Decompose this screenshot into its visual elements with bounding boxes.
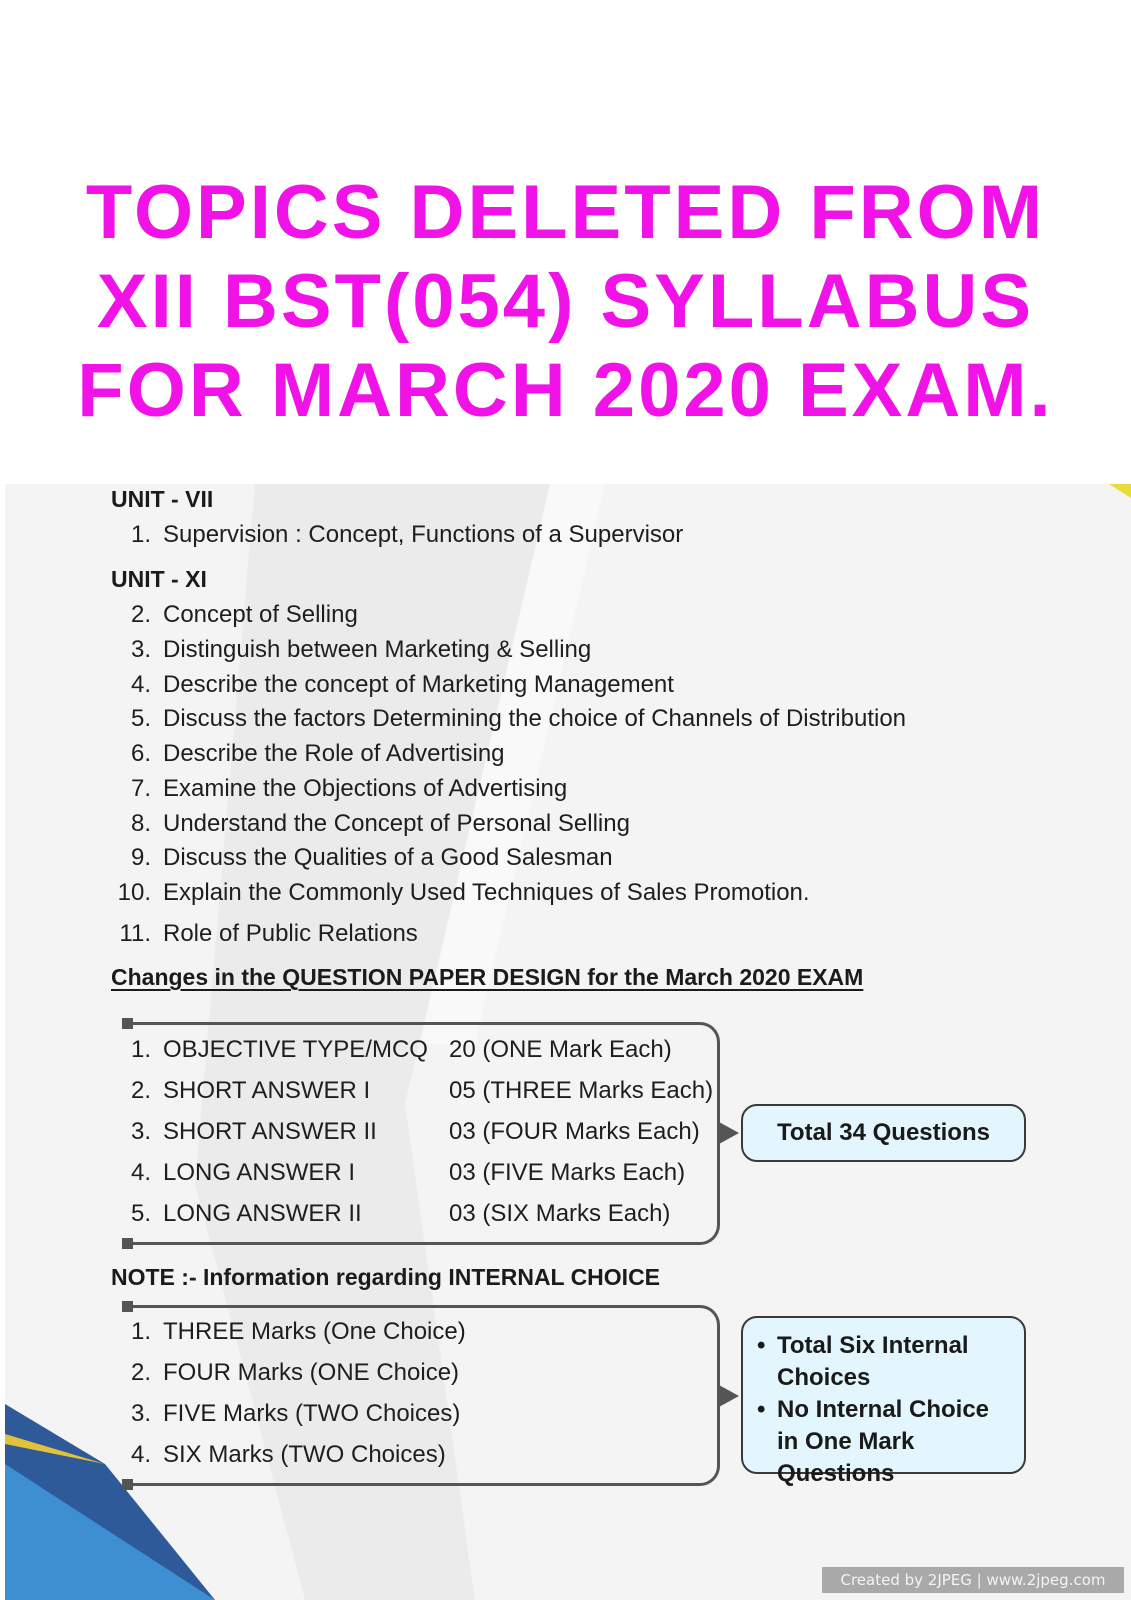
row-label: SHORT ANSWER I	[163, 1077, 371, 1104]
internal-choice-row	[111, 1400, 460, 1428]
item-text: Examine the Objections of Advertising	[163, 775, 568, 802]
row-number: 4.	[130, 1159, 151, 1186]
item-number: 4.	[130, 671, 151, 698]
item-text: Discuss the Qualities of a Good Salesman	[163, 844, 613, 871]
paper-design-heading: Changes in the QUESTION PAPER DESIGN for the March 2020 EXAM	[111, 964, 864, 990]
row-text: FIVE Marks (TWO Choices)	[163, 1400, 461, 1427]
row-number: 2.	[130, 1359, 151, 1386]
paper-design-row	[111, 1118, 700, 1146]
item-text: Describe the Role of Advertising	[163, 740, 505, 767]
internal-choice-heading: NOTE :- Information regarding INTERNAL CHOICE	[111, 1264, 661, 1290]
item-text: Concept of Selling	[163, 601, 358, 628]
internal-choice-row	[111, 1318, 466, 1346]
paper-design-row	[111, 1200, 670, 1228]
internal-choice-row	[111, 1359, 459, 1387]
internal-choice-row	[111, 1441, 446, 1469]
row-number: 1.	[130, 1036, 151, 1063]
row-label: SHORT ANSWER II	[163, 1118, 377, 1145]
watermark: Created by 2JPEG | www.2jpeg.com	[822, 1567, 1124, 1593]
item-number: 10.	[117, 879, 151, 906]
list-item	[111, 671, 674, 699]
row-value: 03 (FOUR Marks Each)	[449, 1118, 700, 1145]
arrow-right-icon	[719, 1122, 739, 1144]
row-text: SIX Marks (TWO Choices)	[163, 1441, 446, 1468]
list-item	[111, 810, 630, 838]
paper-design-row	[111, 1036, 672, 1064]
row-number: 3.	[130, 1400, 151, 1427]
row-label: OBJECTIVE TYPE/MCQ	[163, 1036, 428, 1063]
item-text: Explain the Commonly Used Techniques of Sales Promotion.	[163, 879, 810, 906]
list-item	[111, 601, 358, 629]
row-text: FOUR Marks (ONE Choice)	[163, 1359, 460, 1386]
item-text: Role of Public Relations	[163, 920, 418, 947]
row-number: 3.	[130, 1118, 151, 1145]
item-number: 11.	[119, 920, 151, 947]
item-number: 2.	[130, 601, 151, 628]
item-number: 7.	[130, 775, 151, 802]
list-item	[111, 740, 505, 768]
row-value: 05 (THREE Marks Each)	[449, 1077, 714, 1104]
row-value: 20 (ONE Mark Each)	[449, 1036, 672, 1063]
paper-design-row	[111, 1159, 685, 1187]
note-item: • No Internal Choice in One Mark Questions	[755, 1394, 1014, 1490]
internal-choice-callout	[741, 1316, 1026, 1487]
row-value: 03 (SIX Marks Each)	[449, 1200, 671, 1227]
title-line-1: TOPICS DELETED FROM	[85, 170, 1046, 255]
item-text: Supervision : Concept, Functions of a Supervisor	[163, 521, 684, 548]
title-line-2: XII BST(054) SYLLABUS	[96, 259, 1035, 344]
row-text: THREE Marks (One Choice)	[163, 1318, 466, 1345]
item-text: Understand the Concept of Personal Selling	[163, 810, 630, 837]
list-item	[111, 920, 418, 948]
row-number: 1.	[130, 1318, 151, 1345]
item-number: 3.	[130, 636, 151, 663]
unit-heading-vii: UNIT - VII	[111, 486, 214, 512]
total-questions-text: Total 34 Questions	[777, 1119, 990, 1146]
item-number: 6.	[130, 740, 151, 767]
note-item: • Total Six Internal Choices	[755, 1330, 1014, 1394]
arrow-right-icon	[719, 1385, 739, 1407]
item-text: Discuss the factors Determining the choice of Channels of Distribution	[163, 705, 907, 732]
list-item	[111, 705, 906, 733]
row-value: 03 (FIVE Marks Each)	[449, 1159, 686, 1186]
unit-heading-xi: UNIT - XI	[111, 566, 207, 592]
item-number: 5.	[130, 705, 151, 732]
paper-design-row	[111, 1077, 713, 1105]
item-number: 1.	[130, 521, 151, 548]
list-item	[111, 775, 567, 803]
item-text: Describe the concept of Marketing Management	[163, 671, 674, 698]
list-item	[111, 521, 683, 549]
row-number: 4.	[130, 1441, 151, 1468]
corner-accent-triangle	[1109, 484, 1131, 498]
list-item	[111, 636, 591, 664]
item-text: Distinguish between Marketing & Selling	[163, 636, 592, 663]
list-item	[111, 844, 613, 872]
title-line-3: FOR MARCH 2020 EXAM.	[77, 348, 1054, 433]
item-number: 8.	[130, 810, 151, 837]
row-label: LONG ANSWER II	[163, 1200, 362, 1227]
page-title	[0, 168, 1131, 435]
row-label: LONG ANSWER I	[163, 1159, 356, 1186]
row-number: 2.	[130, 1077, 151, 1104]
total-questions-callout	[741, 1104, 1026, 1162]
list-item	[111, 879, 810, 907]
item-number: 9.	[130, 844, 151, 871]
internal-choice-notes	[755, 1330, 1014, 1490]
row-number: 5.	[130, 1200, 151, 1227]
